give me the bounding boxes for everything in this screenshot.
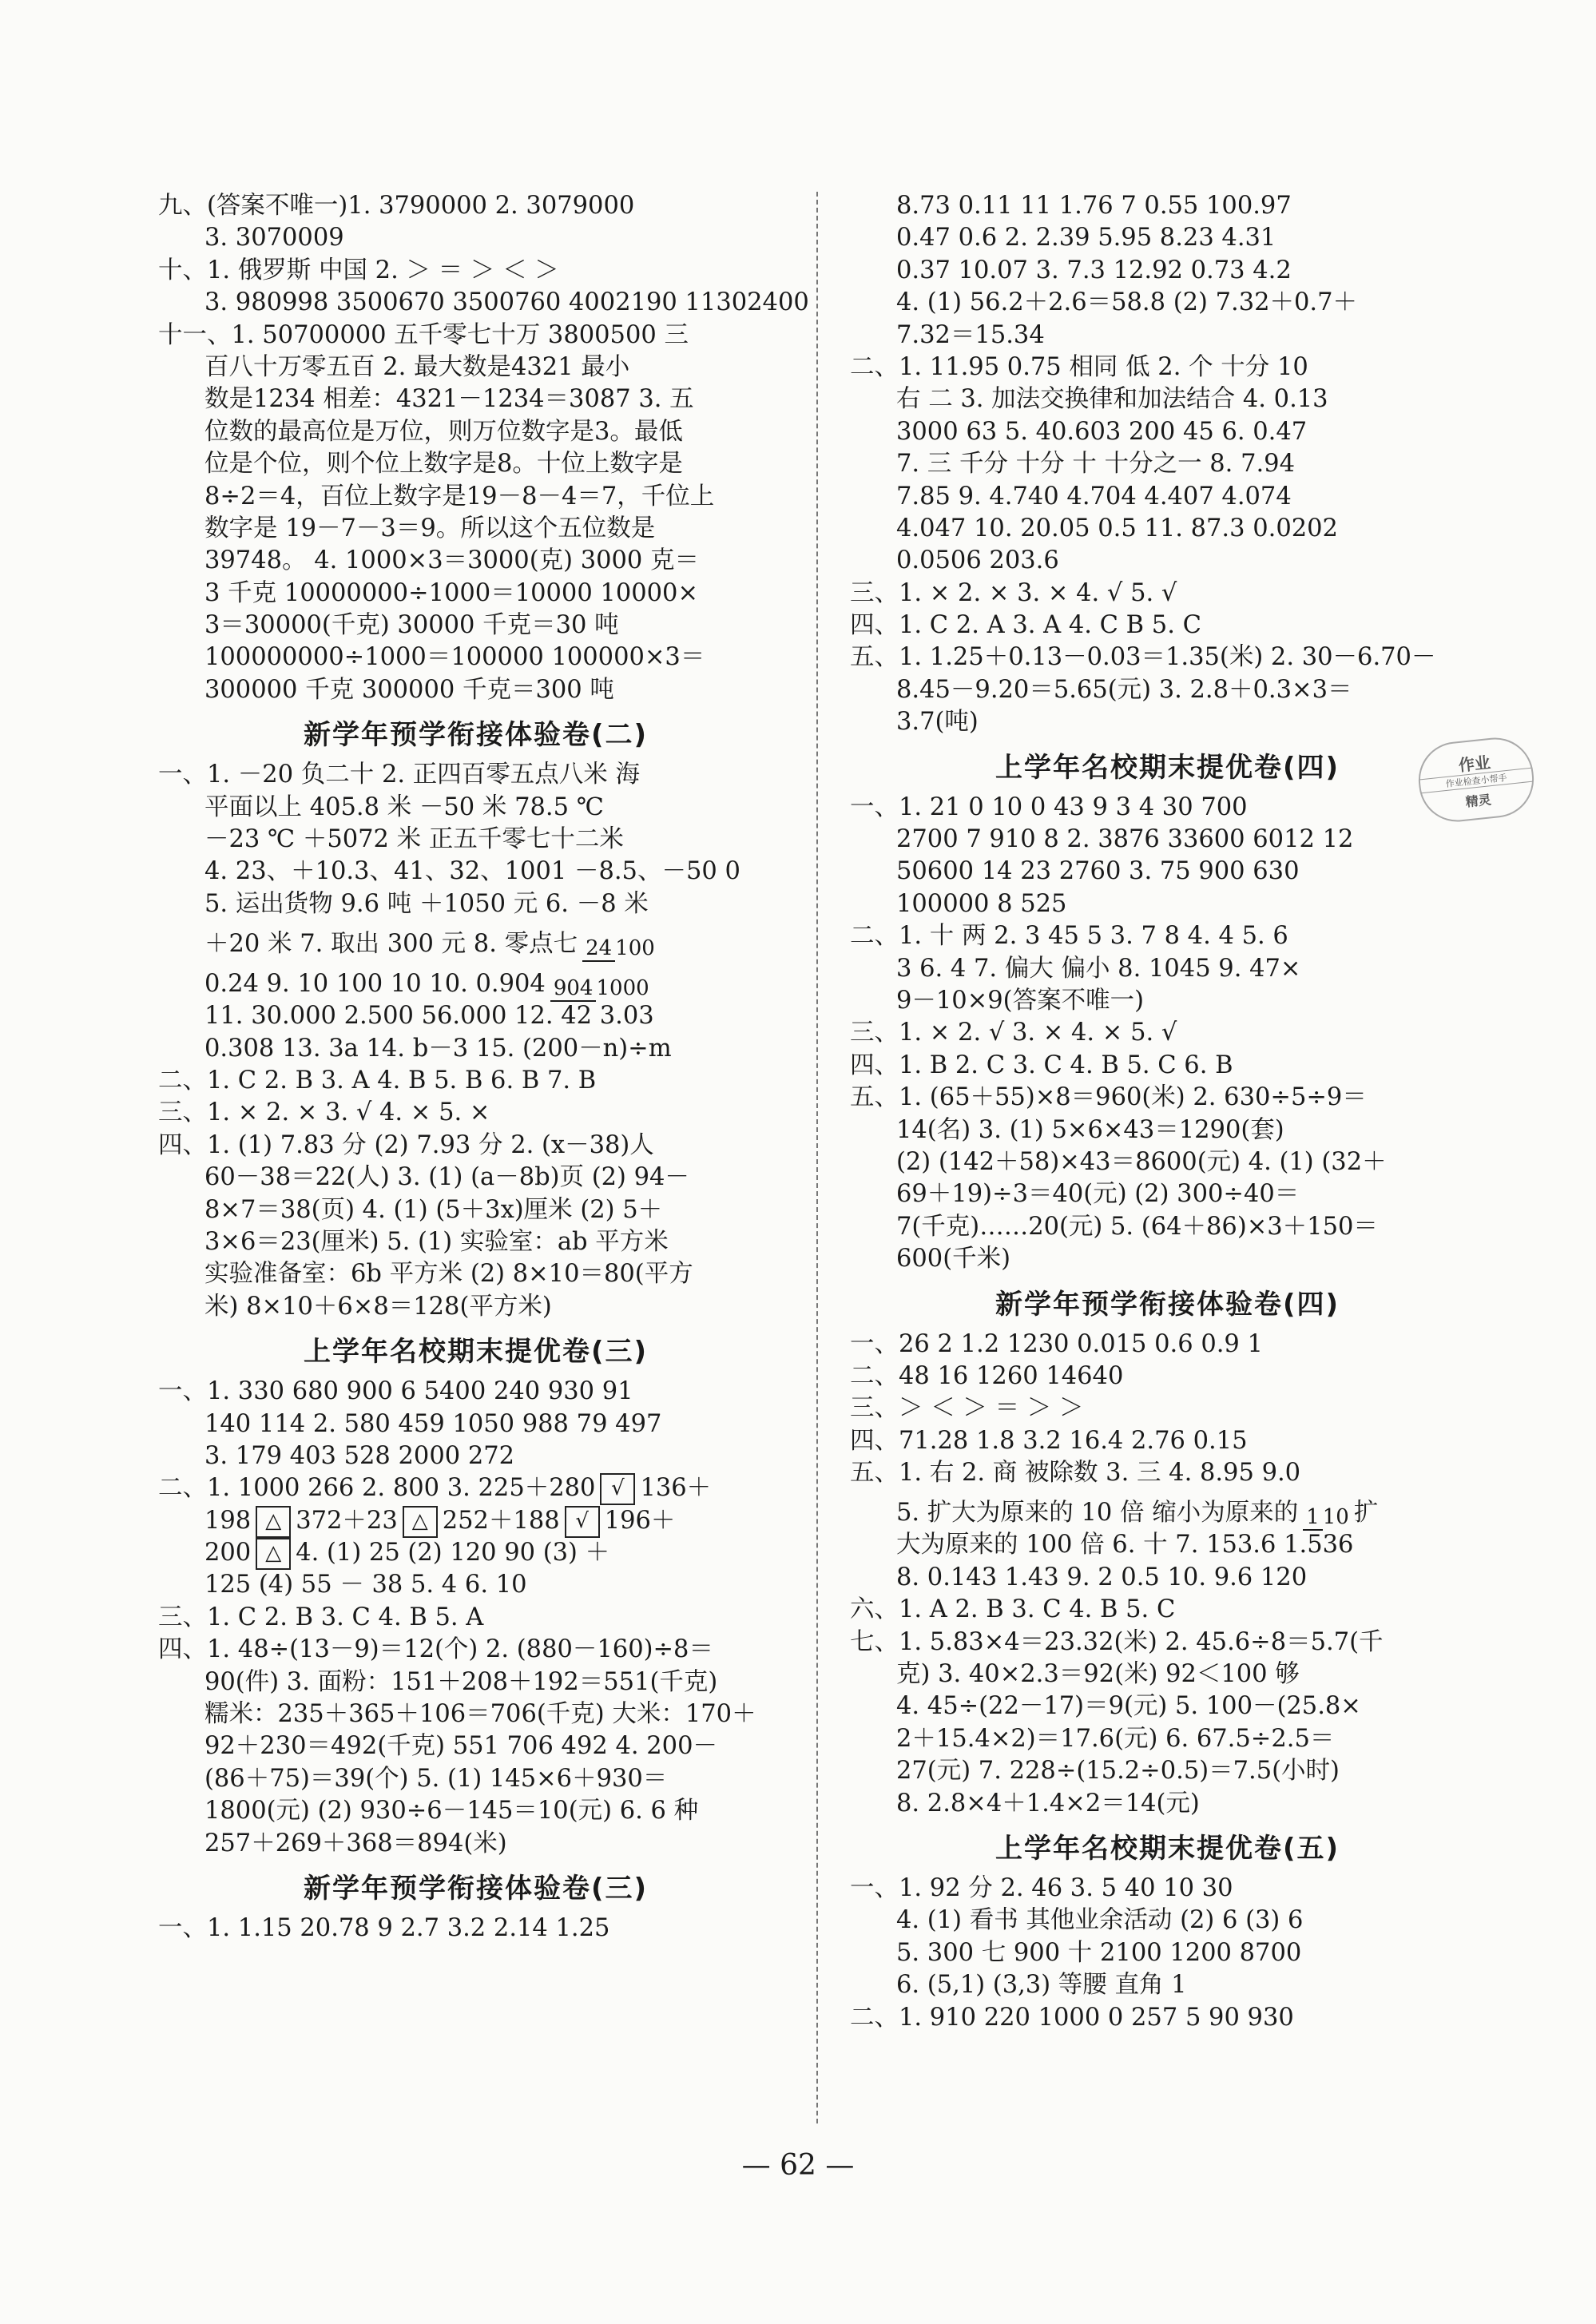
- answer-line: [850, 1562, 1485, 1594]
- answer-line: [850, 1905, 1485, 1937]
- answer-line: [850, 1329, 1485, 1361]
- answer-line: [158, 320, 793, 352]
- section-heading: 新学年预学衔接体验卷(二): [303, 719, 649, 752]
- answer-text: 8. 0.143 1.43 9. 2 0.5 10. 9.6 120: [896, 1563, 1308, 1591]
- answer-text: 实验准备室：6b 平方米 (2) 8×10＝80(平方: [204, 1260, 693, 1289]
- answer-text: 0.24 9. 10 100 10 10. 0.904: [204, 969, 546, 998]
- answer-text: 4.047 10. 20.05 0.5 11. 87.3 0.0202: [896, 514, 1338, 542]
- answer-line: [158, 222, 793, 254]
- answer-text: 0.47 0.6 2. 2.39 5.95 8.23 4.31: [896, 224, 1276, 252]
- answer-text: 9－10×9(答案不唯一): [896, 986, 1144, 1015]
- section-heading: 新学年预学衔接体验卷(四): [995, 1288, 1340, 1321]
- answer-text: 8. 2.8×4＋1.4×2＝14(元): [896, 1789, 1200, 1817]
- answer-line: [158, 960, 793, 1000]
- answer-text: 五、1. 1.25＋0.13－0.03＝1.35(米) 2. 30－6.70－: [850, 643, 1436, 672]
- fraction-numerator: 904: [550, 976, 597, 1002]
- answer-text: 4. (1) 56.2＋2.6＝58.8 (2) 7.32＋0.7＋: [896, 288, 1358, 317]
- answer-text: 四、1. (1) 7.83 分 (2) 7.93 分 2. (x－38)人: [158, 1130, 654, 1159]
- answer-text: 位是个位，则个位上数字是8。十位上数字是: [204, 450, 683, 479]
- answer-text: 5. 300 七 900 十 2100 1200 8700: [896, 1938, 1302, 1967]
- fraction-numerator: 1: [1303, 1505, 1323, 1531]
- answer-text: 平面以上 405.8 米 －50 米 78.5 ℃: [204, 793, 604, 821]
- answer-text: 扩: [1353, 1499, 1379, 1527]
- answer-text: 4. 45÷(22－17)＝9(元) 5. 100－(25.8×: [896, 1692, 1361, 1721]
- answer-text: 3.7(吨): [896, 708, 979, 737]
- answer-text: 27(元) 7. 228÷(15.2÷0.5)＝7.5(小时): [896, 1757, 1340, 1786]
- answer-text: 2700 7 910 8 2. 3876 33600 6012 12: [896, 825, 1354, 854]
- answer-line: [158, 383, 793, 415]
- answer-line: [850, 1969, 1485, 2001]
- answer-line: [158, 1162, 793, 1194]
- answer-text: 九、(答案不唯一)1. 3790000 2. 3079000: [158, 192, 635, 220]
- answer-line: [158, 1408, 793, 1440]
- answer-text: 四、1. C 2. A 3. A 4. C B 5. C: [850, 611, 1201, 640]
- answer-text: 五、1. 右 2. 商 被除数 3. 三 4. 8.95 9.0: [850, 1459, 1301, 1488]
- answer-line: [850, 1457, 1485, 1489]
- answer-line: [158, 416, 793, 448]
- answer-text: (86＋75)＝39(个) 5. (1) 145×6＋930＝: [204, 1764, 668, 1793]
- answer-text: (2) (142＋58)×43＝8600(元) 4. (1) (32＋: [896, 1147, 1387, 1176]
- answer-line: [158, 792, 793, 824]
- answer-text: 一、1. －20 负二十 2. 正四百零五点八米 海: [158, 761, 640, 789]
- answer-line: [850, 1627, 1485, 1659]
- answer-line: [158, 1505, 793, 1537]
- answer-text: 四、1. 48÷(13－9)＝12(个) 2. (880－160)÷8＝: [158, 1635, 713, 1664]
- answer-text: 3. 980998 3500670 3500760 4002190 11302400: [204, 288, 809, 317]
- answer-line: [158, 1258, 793, 1290]
- answer-line: [850, 920, 1485, 952]
- answer-text: 100000 8 525: [896, 889, 1067, 918]
- answer-line: [158, 1440, 793, 1472]
- answer-text: 125 (4) 55 － 38 5. 4 6. 10: [204, 1571, 527, 1599]
- answer-text: 二、1. 11.95 0.75 相同 低 2. 个 十分 10: [850, 352, 1308, 381]
- answer-text: 200: [204, 1539, 252, 1567]
- answer-line: [850, 255, 1485, 287]
- answer-text: 4. (1) 看书 其他业余活动 (2) 6 (3) 6: [896, 1906, 1304, 1935]
- answer-text: 0.0506 203.6: [896, 546, 1059, 575]
- answer-text: 一、1. 92 分 2. 46 3. 5 40 10 30: [850, 1873, 1233, 1902]
- answer-line: [158, 448, 793, 480]
- answer-box: △: [256, 1538, 291, 1570]
- answer-text: 3. 179 403 528 2000 272: [204, 1441, 515, 1470]
- answer-line: [158, 1730, 793, 1762]
- fraction: [550, 976, 649, 1000]
- answer-line: [158, 1376, 793, 1408]
- answer-line: [158, 610, 793, 642]
- answer-text: 300000 千克 300000 千克＝300 吨: [204, 675, 614, 704]
- answer-text: 3000 63 5. 40.603 200 45 6. 0.47: [896, 417, 1308, 446]
- answer-line: [850, 287, 1485, 319]
- answer-line: [850, 320, 1485, 352]
- answer-text: 372＋23: [296, 1506, 398, 1535]
- answer-line: [158, 578, 793, 610]
- answer-text: 数是1234 相差：4321－1234＝3087 3. 五: [204, 385, 694, 414]
- answer-text: 8.73 0.11 11 1.76 7 0.55 100.97: [896, 192, 1292, 220]
- answer-line: [850, 2002, 1485, 2034]
- answer-text: 十一、1. 50700000 五千零七十万 3800500 三: [158, 320, 689, 349]
- answer-line: [850, 642, 1485, 673]
- answer-line: [850, 190, 1485, 222]
- answer-line: [850, 1082, 1485, 1114]
- answer-text: 2＋15.4×2)＝17.6(元) 6. 67.5÷2.5＝: [896, 1724, 1335, 1753]
- answer-line: [850, 1788, 1485, 1820]
- answer-box: △: [403, 1506, 438, 1538]
- answer-line: [158, 287, 809, 319]
- answer-text: 二、1. 十 两 2. 3 45 5 3. 7 8 4. 4 5. 6: [850, 922, 1288, 951]
- answer-text: 4. 23、＋10.3、41、32、1001 －8.5、－50 0: [204, 857, 740, 886]
- answer-line: [158, 1226, 793, 1258]
- section-heading: 上学年名校期末提优卷(三): [303, 1336, 649, 1369]
- left-column: [158, 190, 809, 1945]
- answer-text: 一、1. 21 0 10 0 43 9 3 4 30 700: [850, 793, 1248, 821]
- answer-text: 600(千米): [896, 1245, 1011, 1273]
- answer-line: [158, 642, 793, 673]
- answer-text: 一、1. 330 680 900 6 5400 240 930 91: [158, 1377, 633, 1406]
- answer-line: [158, 920, 793, 960]
- answer-line: [850, 674, 1485, 706]
- answer-text: 3 6. 4 7. 偏大 偏小 8. 1045 9. 47×: [896, 954, 1301, 983]
- answer-line: [850, 1146, 1485, 1178]
- answer-line: [158, 352, 793, 383]
- answer-text: 0.37 10.07 3. 7.3 12.92 0.73 4.2: [896, 256, 1292, 284]
- answer-text: ＋20 米 7. 取出 300 元 8. 零点七: [204, 929, 578, 958]
- answer-line: [158, 1472, 793, 1504]
- column-divider: [816, 192, 818, 2123]
- stamp-bottom: 精灵: [1464, 792, 1492, 810]
- answer-line: [158, 1602, 793, 1634]
- section-heading: 新学年预学衔接体验卷(三): [303, 1872, 649, 1905]
- answer-text: 7. 三 千分 十分 十 十分之一 8. 7.94: [896, 450, 1295, 479]
- answer-text: 5. 扩大为原来的 10 倍 缩小为原来的: [896, 1499, 1299, 1527]
- answer-text: 8÷2＝4，百位上数字是19－8－4＝7，千位上: [204, 482, 715, 510]
- answer-line: [158, 1634, 793, 1666]
- answer-line: [850, 1114, 1485, 1146]
- answer-text: 六、1. A 2. B 3. C 4. B 5. C: [850, 1595, 1176, 1624]
- answer-text: 百八十万零五百 2. 最大数是4321 最小: [204, 352, 630, 381]
- answer-line: [850, 610, 1485, 642]
- answer-line: [850, 416, 1485, 448]
- answer-text: 三、1. C 2. B 3. C 4. B 5. A: [158, 1603, 484, 1631]
- answer-text: 三、1. × 2. × 3. × 4. √ 5. √: [850, 578, 1177, 607]
- answer-text: 5. 运出货物 9.6 吨 ＋1050 元 6. －8 米: [204, 889, 649, 918]
- answer-text: 69＋19)÷3＝40(元) (2) 300÷40＝: [896, 1180, 1300, 1209]
- answer-line: [850, 1937, 1485, 1969]
- answer-line: [850, 222, 1485, 254]
- answer-line: [850, 1243, 1485, 1275]
- answer-text: 140 114 2. 580 459 1050 988 79 497: [204, 1409, 662, 1438]
- answer-text: 三、1. × 2. √ 3. × 4. × 5. √: [850, 1019, 1177, 1047]
- answer-line: [850, 383, 1485, 415]
- section-heading: 上学年名校期末提优卷(五): [995, 1832, 1340, 1865]
- answer-text: 7.32＝15.34: [896, 320, 1045, 349]
- answer-line: [850, 513, 1485, 545]
- answer-text: 100000000÷1000＝100000 100000×3＝: [204, 643, 705, 672]
- answer-text: 三、＞ ＜ ＞ ＝ ＞ ＞: [850, 1394, 1084, 1423]
- answer-line: [850, 448, 1485, 480]
- answer-text: 四、71.28 1.8 3.2 16.4 2.76 0.15: [850, 1426, 1248, 1455]
- answer-text: 8.45－9.20＝5.65(元) 3. 2.8＋0.3×3＝: [896, 675, 1352, 704]
- answer-text: 4. (1) 25 (2) 120 90 (3) ＋: [296, 1539, 610, 1567]
- answer-text: 数字是 19－7－3＝9。所以这个五位数是: [204, 514, 656, 542]
- answer-line: [850, 1361, 1485, 1392]
- answer-text: 一、1. 1.15 20.78 9 2.7 3.2 2.14 1.25: [158, 1913, 610, 1942]
- answer-line: [850, 1178, 1485, 1210]
- answer-line: [850, 1211, 1485, 1243]
- answer-line: [158, 759, 793, 791]
- answer-box: √: [565, 1506, 600, 1538]
- answer-line: [158, 1033, 793, 1065]
- fraction-denominator: 10: [1322, 1505, 1349, 1530]
- answer-text: 14(名) 3. (1) 5×6×43＝1290(套): [896, 1115, 1284, 1144]
- stamp-top: 作业: [1457, 753, 1492, 776]
- answer-line: [850, 578, 1485, 610]
- answer-line: [850, 953, 1485, 985]
- answer-text: －23 ℃ ＋5072 米 正五千零七十二米: [204, 825, 624, 854]
- answer-line: [850, 545, 1485, 577]
- answer-line: [158, 1569, 793, 1601]
- answer-text: 39748。 4. 1000×3＝3000(克) 3000 克＝: [204, 546, 700, 575]
- answer-line: [850, 1659, 1485, 1690]
- answer-text: 一、26 2 1.2 1230 0.015 0.6 0.9 1: [850, 1329, 1263, 1358]
- answer-line: [850, 1489, 1485, 1529]
- answer-text: 50600 14 23 2760 3. 75 900 630: [896, 857, 1300, 886]
- answer-line: [158, 1065, 793, 1097]
- answer-text: 大为原来的 100 倍 6. 十 7. 153.6 1.536: [896, 1531, 1354, 1559]
- answer-line: [850, 1594, 1485, 1626]
- answer-text: 二、1. 1000 266 2. 800 3. 225＋280: [158, 1474, 596, 1503]
- answer-line: [158, 1828, 793, 1860]
- answer-text: 252＋188: [442, 1506, 560, 1535]
- fraction-denominator: 100: [615, 936, 655, 961]
- answer-text: 3 千克 10000000÷1000＝10000 10000×: [204, 578, 699, 607]
- answer-line: [158, 481, 793, 513]
- answer-line: [158, 513, 793, 545]
- answer-line: [850, 1690, 1485, 1722]
- right-column: [850, 190, 1485, 2034]
- answer-line: [850, 888, 1485, 920]
- answer-text: 7.85 9. 4.740 4.704 4.407 4.074: [896, 482, 1292, 510]
- answer-text: 十、1. 俄罗斯 中国 2. ＞ ＝ ＞ ＜ ＞: [158, 256, 559, 284]
- answer-line: [158, 1913, 793, 1945]
- section-heading: 上学年名校期末提优卷(四): [995, 751, 1340, 784]
- answer-line: [158, 190, 793, 222]
- fraction-denominator: 1000: [596, 976, 649, 1001]
- answer-line: [158, 824, 793, 856]
- answer-text: 1800(元) (2) 930÷6－145＝10(元) 6. 6 种: [204, 1797, 699, 1825]
- page-number: — 62 —: [741, 2149, 855, 2182]
- answer-line: [850, 824, 1485, 856]
- fraction: [582, 936, 655, 960]
- answer-text: 三、1. × 2. × 3. √ 4. × 5. ×: [158, 1098, 490, 1127]
- answer-line: [158, 255, 793, 287]
- answer-text: 位数的最高位是万位，则万位数字是3。最低: [204, 417, 683, 446]
- answer-text: 196＋: [604, 1506, 676, 1535]
- answer-text: 二、1. C 2. B 3. A 4. B 5. B 6. B 7. B: [158, 1066, 597, 1094]
- answer-line: [158, 1537, 793, 1569]
- answer-text: 二、48 16 1260 14640: [850, 1361, 1124, 1390]
- answer-text: 七、1. 5.83×4＝23.32(米) 2. 45.6÷8＝5.7(千: [850, 1627, 1384, 1656]
- answer-box: △: [256, 1506, 291, 1538]
- answer-line: [158, 1291, 793, 1323]
- answer-text: 90(件) 3. 面粉：151＋208＋192＝551(千克): [204, 1667, 718, 1696]
- answer-text: 92＋230＝492(千克) 551 706 492 4. 200－: [204, 1732, 717, 1761]
- answer-line: [158, 1667, 793, 1698]
- answer-line: [850, 1425, 1485, 1457]
- answer-text: 6. (5,1) (3,3) 等腰 直角 1: [896, 1971, 1187, 2000]
- answer-line: [850, 1392, 1485, 1424]
- answer-line: [850, 1050, 1485, 1082]
- answer-line: [850, 1873, 1485, 1905]
- answer-text: 3. 3070009: [204, 224, 344, 252]
- answer-line: [158, 1097, 793, 1129]
- stamp-middle: 作业检查小帮手: [1420, 768, 1533, 794]
- answer-line: [850, 706, 1485, 738]
- answer-line: [850, 1723, 1485, 1755]
- answer-line: [850, 1529, 1485, 1561]
- answer-line: [158, 1698, 793, 1730]
- answer-line: [158, 1795, 793, 1827]
- answer-line: [158, 545, 793, 577]
- answer-text: 克) 3. 40×2.3＝92(米) 92＜100 够: [896, 1660, 1300, 1689]
- answer-line: [850, 1017, 1485, 1049]
- answer-text: 糯米：235＋365＋106＝706(千克) 大米：170＋: [204, 1700, 756, 1729]
- answer-line: [158, 674, 793, 706]
- answer-line: [158, 1000, 793, 1032]
- answer-text: 136＋: [640, 1474, 712, 1503]
- answer-text: 8×7＝38(页) 4. (1) (5＋3x)厘米 (2) 5＋: [204, 1195, 663, 1224]
- answer-line: [850, 856, 1485, 888]
- answer-line: [158, 888, 793, 920]
- answer-text: 3＝30000(千克) 30000 千克＝30 吨: [204, 611, 619, 640]
- answer-box: √: [600, 1473, 635, 1505]
- answer-text: 11. 30.000 2.500 56.000 12. 42 3.03: [204, 1002, 654, 1031]
- answer-text: 60－38＝22(人) 3. (1) (a－8b)页 (2) 94－: [204, 1163, 689, 1192]
- answer-text: 7(千克)……20(元) 5. (64＋86)×3＋150＝: [896, 1212, 1378, 1241]
- answer-text: 3×6＝23(厘米) 5. (1) 实验室：ab 平方米: [204, 1227, 669, 1256]
- answer-text: 198: [204, 1506, 252, 1535]
- answer-text: 257＋269＋368＝894(米): [204, 1829, 507, 1857]
- answer-text: 米) 8×10＋6×8＝128(平方米): [204, 1292, 552, 1321]
- answer-line: [850, 792, 1485, 824]
- answer-line: [158, 1130, 793, 1162]
- answer-text: 五、1. (65＋55)×8＝960(米) 2. 630÷5÷9＝: [850, 1083, 1367, 1112]
- fraction: [1303, 1505, 1349, 1529]
- answer-line: [850, 352, 1485, 383]
- answer-line: [158, 856, 793, 888]
- answer-line: [850, 1755, 1485, 1787]
- answer-text: 右 二 3. 加法交换律和加法结合 4. 0.13: [896, 385, 1328, 414]
- answer-line: [158, 1194, 793, 1226]
- answer-line: [158, 1763, 793, 1795]
- answer-line: [850, 985, 1485, 1017]
- answer-text: 二、1. 910 220 1000 0 257 5 90 930: [850, 2003, 1294, 2032]
- fraction-numerator: 24: [582, 936, 615, 962]
- answer-text: 四、1. B 2. C 3. C 4. B 5. C 6. B: [850, 1051, 1233, 1079]
- answer-text: 0.308 13. 3a 14. b－3 15. (200－n)÷m: [204, 1034, 672, 1063]
- answer-line: [850, 481, 1485, 513]
